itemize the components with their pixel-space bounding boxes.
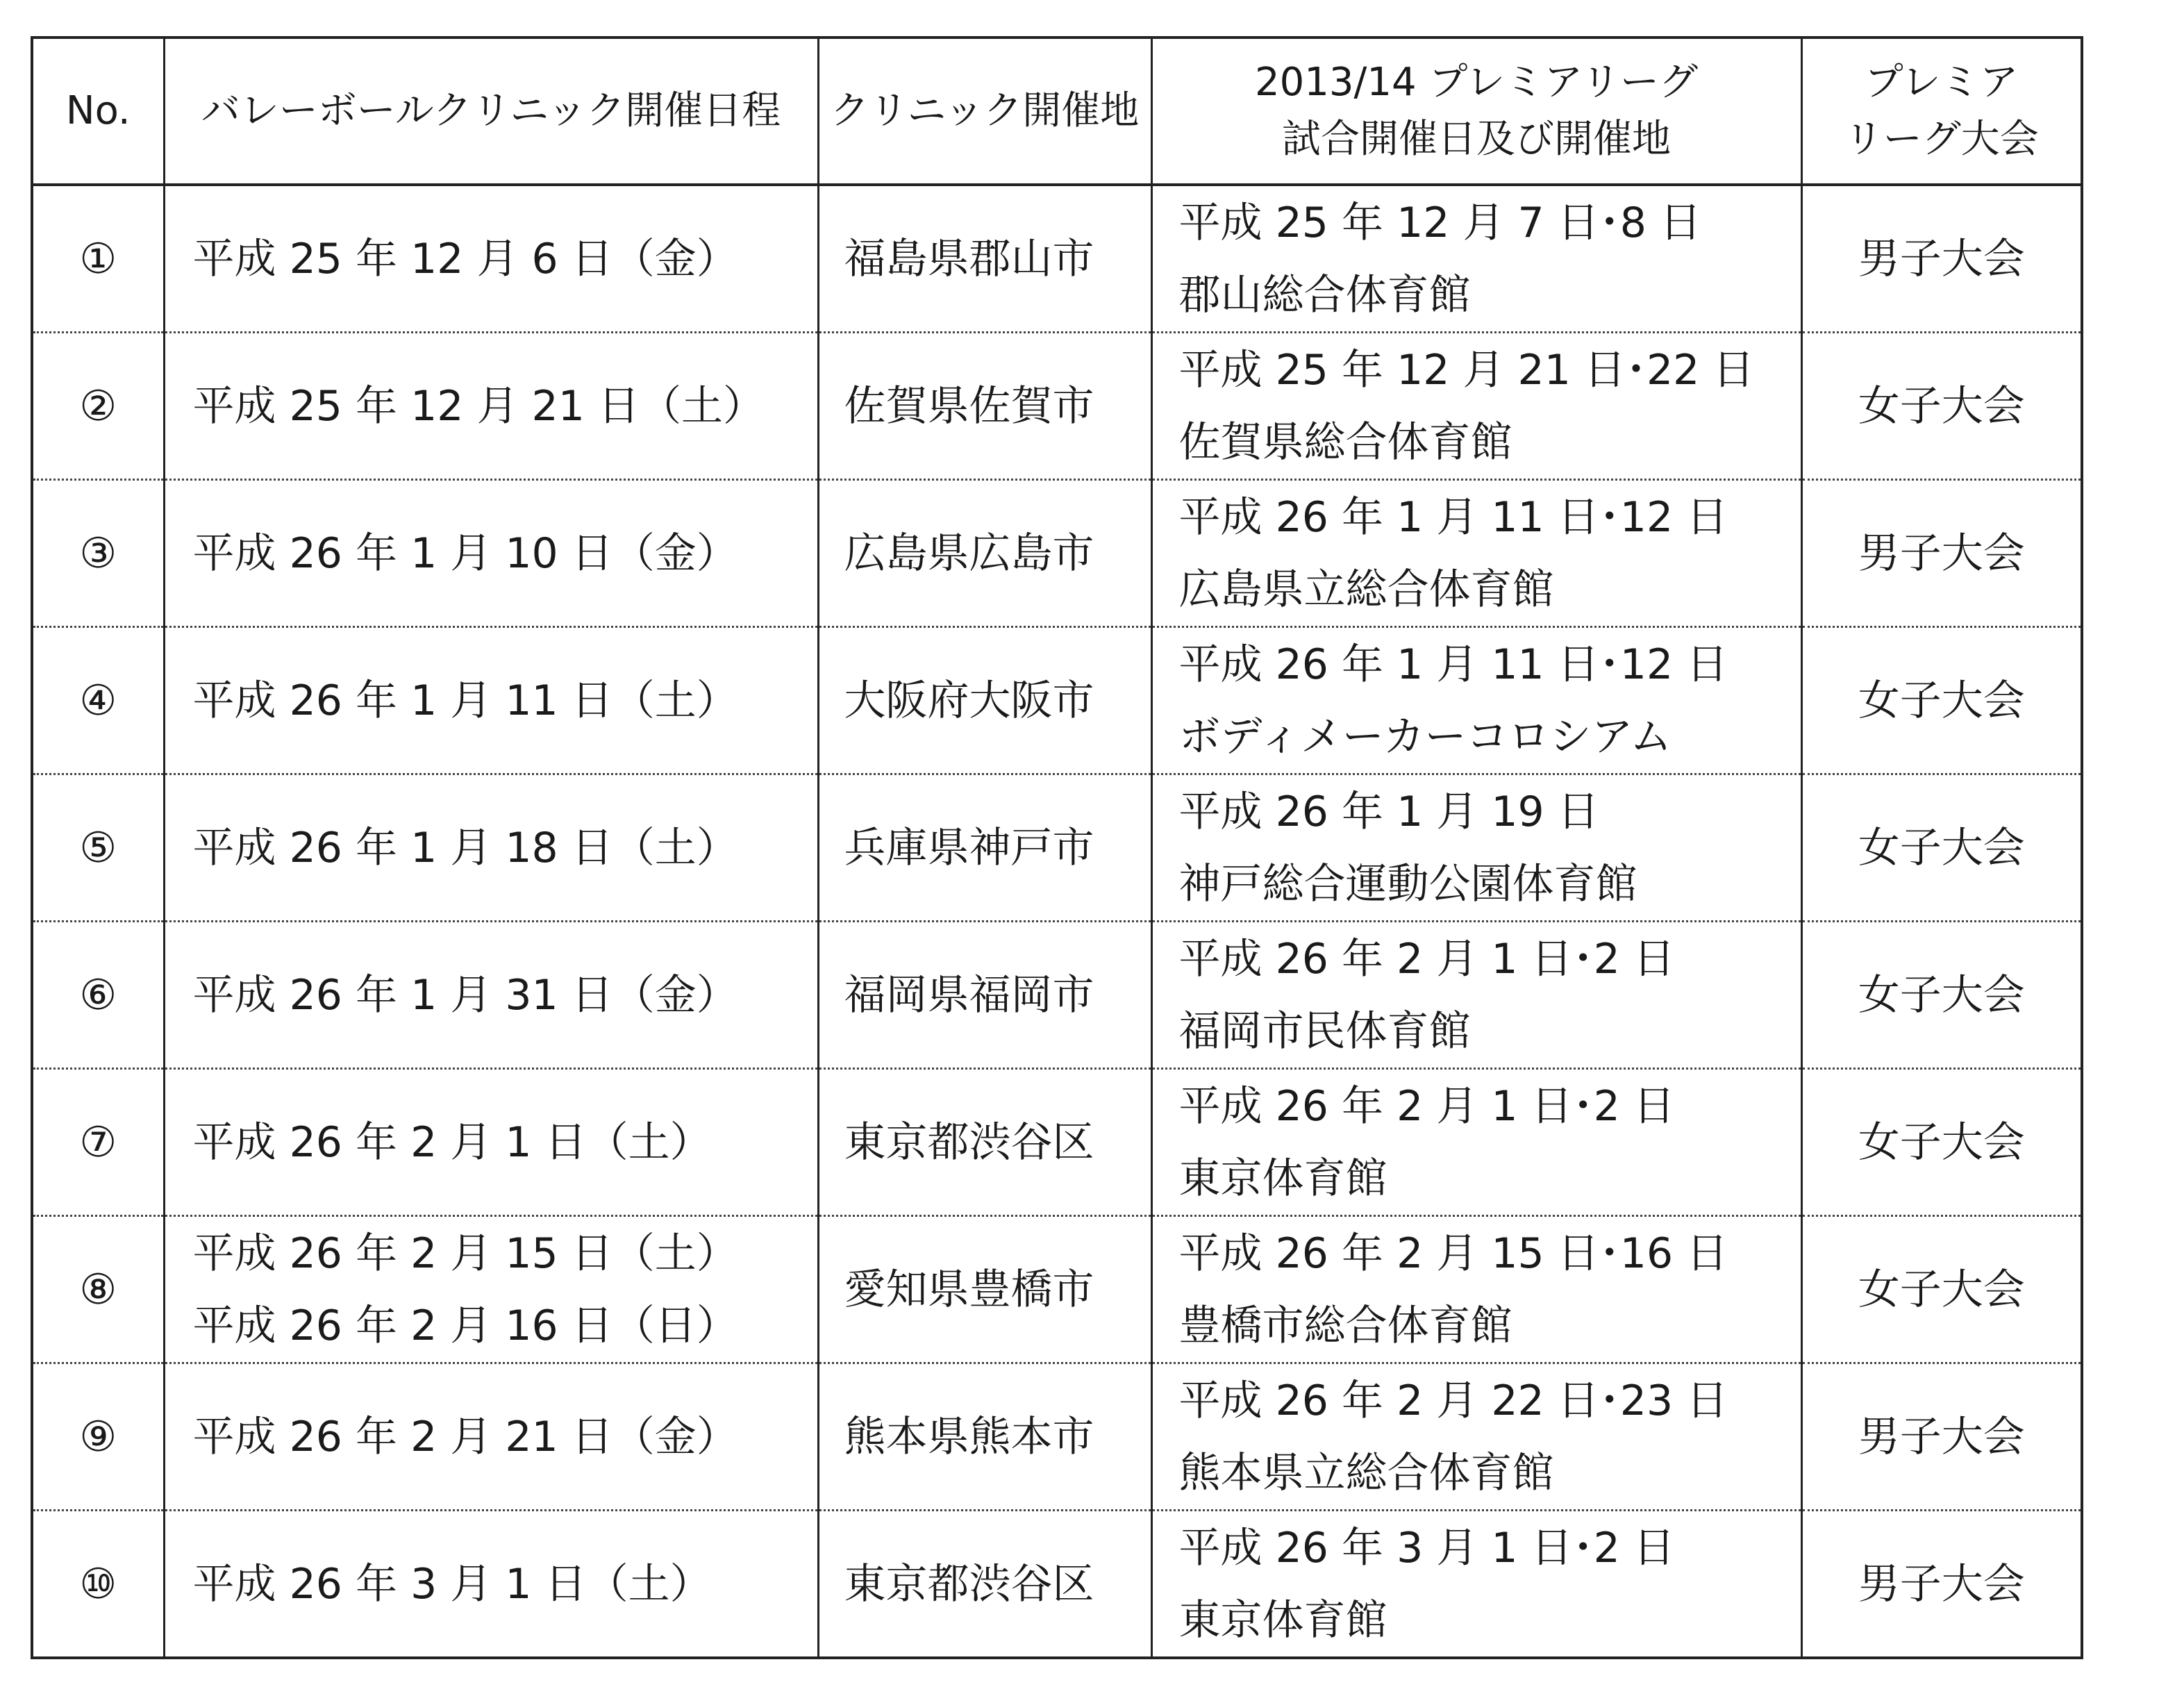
header-no: No. bbox=[32, 38, 164, 185]
header-clinic-place: クリニック開催地 bbox=[818, 38, 1151, 185]
match-date: 平成 26 年 2 月 22 日･23 日 bbox=[1178, 1376, 1728, 1425]
clinic-date-cell bbox=[164, 1069, 818, 1216]
match-cell bbox=[1151, 1069, 1801, 1216]
clinic-date: 平成 26 年 3 月 1 日（土） bbox=[192, 1559, 712, 1609]
row-number: ① bbox=[32, 185, 164, 333]
match-date: 平成 26 年 2 月 1 日･2 日 bbox=[1178, 1081, 1675, 1131]
clinic-date: 平成 26 年 1 月 11 日（土） bbox=[192, 676, 738, 725]
league-division: 男子大会 bbox=[1801, 480, 2082, 627]
league-division: 女子大会 bbox=[1801, 774, 2082, 922]
clinic-date-cell bbox=[164, 185, 818, 333]
clinic-date-cell bbox=[164, 1216, 818, 1363]
table-row bbox=[32, 922, 2082, 1069]
league-division: 女子大会 bbox=[1801, 333, 2082, 480]
match-venue: 豊橋市総合体育館 bbox=[1178, 1301, 1512, 1350]
row-number: ② bbox=[32, 333, 164, 480]
match-cell bbox=[1151, 185, 1801, 333]
clinic-date: 平成 26 年 2 月 1 日（土） bbox=[192, 1118, 712, 1167]
match-cell bbox=[1151, 774, 1801, 922]
header-league-line2: リーグ大会 bbox=[1844, 117, 2039, 162]
header-match bbox=[1151, 38, 1801, 185]
match-cell bbox=[1151, 627, 1801, 774]
table-row bbox=[32, 333, 2082, 480]
match-cell bbox=[1151, 1363, 1801, 1511]
match-cell bbox=[1151, 922, 1801, 1069]
row-number: ③ bbox=[32, 480, 164, 627]
match-venue: 福岡市民体育館 bbox=[1178, 1006, 1471, 1056]
table-row bbox=[32, 480, 2082, 627]
match-date: 平成 26 年 1 月 11 日･12 日 bbox=[1178, 492, 1728, 542]
row-number: ⑩ bbox=[32, 1511, 164, 1659]
match-venue: 広島県立総合体育館 bbox=[1178, 565, 1554, 614]
league-division: 男子大会 bbox=[1801, 185, 2082, 333]
clinic-place: 兵庫県神戸市 bbox=[818, 774, 1151, 922]
match-venue: 熊本県立総合体育館 bbox=[1178, 1448, 1554, 1497]
league-division: 女子大会 bbox=[1801, 1069, 2082, 1216]
clinic-place: 東京都渋谷区 bbox=[818, 1511, 1151, 1659]
header-match-line1: 2013/14 プレミアリーグ bbox=[1255, 60, 1698, 105]
clinic-date: 平成 25 年 12 月 6 日（金） bbox=[192, 234, 738, 283]
row-number: ⑧ bbox=[32, 1216, 164, 1363]
league-division: 男子大会 bbox=[1801, 1363, 2082, 1511]
league-division: 女子大会 bbox=[1801, 1216, 2082, 1363]
match-date: 平成 26 年 2 月 15 日･16 日 bbox=[1178, 1229, 1728, 1278]
table-row bbox=[32, 1511, 2082, 1659]
schedule-table bbox=[31, 36, 2083, 1659]
league-division: 女子大会 bbox=[1801, 627, 2082, 774]
row-number: ④ bbox=[32, 627, 164, 774]
match-date: 平成 26 年 1 月 19 日 bbox=[1178, 787, 1599, 836]
clinic-place: 佐賀県佐賀市 bbox=[818, 333, 1151, 480]
table-row bbox=[32, 1363, 2082, 1511]
row-number: ⑨ bbox=[32, 1363, 164, 1511]
match-venue: 郡山総合体育館 bbox=[1178, 270, 1471, 319]
header-league bbox=[1801, 38, 2082, 185]
clinic-place: 愛知県豊橋市 bbox=[818, 1216, 1151, 1363]
match-cell bbox=[1151, 1511, 1801, 1659]
match-cell bbox=[1151, 333, 1801, 480]
clinic-place: 熊本県熊本市 bbox=[818, 1363, 1151, 1511]
clinic-date: 平成 26 年 2 月 15 日（土） bbox=[192, 1229, 738, 1278]
clinic-date: 平成 26 年 2 月 21 日（金） bbox=[192, 1412, 738, 1461]
clinic-place: 東京都渋谷区 bbox=[818, 1069, 1151, 1216]
match-date: 平成 25 年 12 月 7 日･8 日 bbox=[1178, 198, 1702, 247]
clinic-date-cell bbox=[164, 333, 818, 480]
clinic-place: 福島県郡山市 bbox=[818, 185, 1151, 333]
clinic-date: 平成 25 年 12 月 21 日（土） bbox=[192, 381, 765, 431]
league-division: 女子大会 bbox=[1801, 922, 2082, 1069]
match-date: 平成 26 年 3 月 1 日･2 日 bbox=[1178, 1523, 1675, 1572]
header-clinic-date: バレーボールクリニック開催日程 bbox=[164, 38, 818, 185]
header-row bbox=[32, 38, 2082, 185]
match-cell bbox=[1151, 1216, 1801, 1363]
clinic-date: 平成 26 年 1 月 31 日（金） bbox=[192, 970, 738, 1020]
table-body bbox=[32, 185, 2082, 1658]
clinic-date-second: 平成 26 年 2 月 16 日（日） bbox=[192, 1301, 738, 1350]
match-venue: 佐賀県総合体育館 bbox=[1178, 417, 1512, 467]
header-match-line2: 試合開催日及び開催地 bbox=[1282, 117, 1671, 162]
match-venue: 東京体育館 bbox=[1178, 1154, 1387, 1203]
clinic-date-cell bbox=[164, 1363, 818, 1511]
clinic-date-cell bbox=[164, 627, 818, 774]
row-number: ⑦ bbox=[32, 1069, 164, 1216]
table-header bbox=[32, 38, 2082, 185]
match-venue: 東京体育館 bbox=[1178, 1595, 1387, 1645]
clinic-place: 大阪府大阪市 bbox=[818, 627, 1151, 774]
clinic-date-cell bbox=[164, 480, 818, 627]
table-row bbox=[32, 1216, 2082, 1363]
table-row bbox=[32, 1069, 2082, 1216]
clinic-place: 広島県広島市 bbox=[818, 480, 1151, 627]
match-venue: 神戸総合運動公園体育館 bbox=[1178, 859, 1637, 908]
row-number: ⑥ bbox=[32, 922, 164, 1069]
match-date: 平成 26 年 2 月 1 日･2 日 bbox=[1178, 934, 1675, 983]
clinic-place: 福岡県福岡市 bbox=[818, 922, 1151, 1069]
table-row bbox=[32, 627, 2082, 774]
match-venue: ボディメーカーコロシアム bbox=[1178, 712, 1672, 761]
table-row bbox=[32, 774, 2082, 922]
header-league-line1: プレミア bbox=[1864, 60, 2019, 105]
clinic-date: 平成 26 年 1 月 10 日（金） bbox=[192, 529, 738, 578]
table-row bbox=[32, 185, 2082, 333]
clinic-date-cell bbox=[164, 1511, 818, 1659]
league-division: 男子大会 bbox=[1801, 1511, 2082, 1659]
match-cell bbox=[1151, 480, 1801, 627]
clinic-date: 平成 26 年 1 月 18 日（土） bbox=[192, 823, 738, 872]
match-date: 平成 25 年 12 月 21 日･22 日 bbox=[1178, 345, 1755, 394]
clinic-date-cell bbox=[164, 774, 818, 922]
match-date: 平成 26 年 1 月 11 日･12 日 bbox=[1178, 640, 1728, 689]
clinic-date-cell bbox=[164, 922, 818, 1069]
row-number: ⑤ bbox=[32, 774, 164, 922]
